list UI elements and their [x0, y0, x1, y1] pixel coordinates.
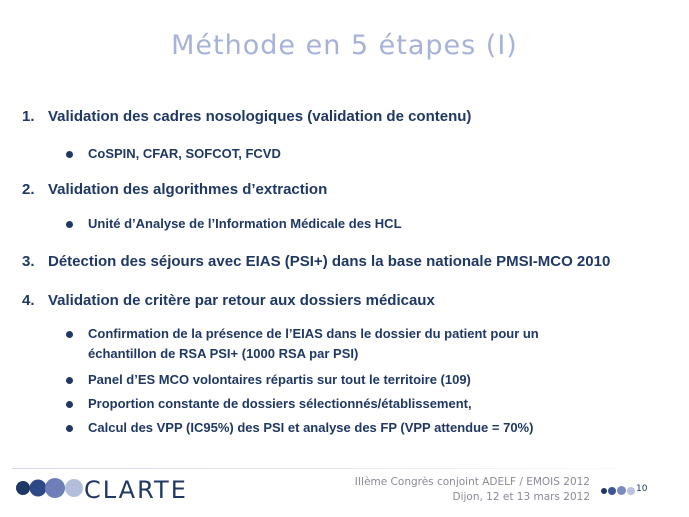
conference-info: [300, 475, 590, 505]
sub-item-text: Panel d’ES MCO volontaires répartis sur tout le territoire (109): [88, 372, 471, 387]
bullet-icon: [66, 401, 73, 408]
sub-item: [66, 144, 656, 164]
item-label: Détection des séjours avec EIAS (PSI+) dans la base nationale PMSI-MCO 2010: [48, 253, 611, 270]
logo-dots-icon: [14, 474, 84, 502]
sub-item: [66, 370, 656, 390]
item-number: 3.: [22, 253, 35, 270]
item-number: 4.: [22, 292, 35, 309]
conference-line-2: Dijon, 12 et 13 mars 2012: [452, 491, 590, 503]
item-label: Validation des algorithmes d’extraction: [48, 181, 328, 198]
item-label: Validation de critère par retour aux dossiers médicaux: [48, 292, 435, 309]
bullet-icon: [66, 331, 73, 338]
list-item-3: [22, 253, 610, 270]
list-item-2: [22, 181, 327, 198]
sub-item: [66, 214, 656, 234]
item-label: Validation des cadres nosologiques (validation de contenu): [48, 108, 472, 125]
sub-item-text: Confirmation de la présence de l’EIAS dans le dossier du patient pour un échantillon de RSA PSI+ (1000 RSA par PSI): [88, 326, 539, 361]
logo-text: CLARTE: [84, 476, 188, 504]
bullet-icon: [66, 377, 73, 384]
sub-item: [66, 324, 606, 364]
list-item-1: [22, 108, 471, 125]
list-item-4: [22, 292, 435, 309]
sub-item: [66, 418, 656, 438]
sub-item: [66, 394, 656, 414]
sub-item-text: Unité d’Analyse de l’Information Médicale des HCL: [88, 216, 402, 231]
page-title: Méthode en 5 étapes (I): [171, 30, 518, 61]
conference-line-1: IIIème Congrès conjoint ADELF / EMOIS 2012: [354, 476, 590, 488]
item-number: 1.: [22, 108, 35, 125]
page-number: 10: [636, 484, 648, 494]
sub-item-text: Proportion constante de dossiers sélectionnés/établissement,: [88, 396, 472, 411]
footer-divider: [12, 468, 677, 469]
sub-item-text: Calcul des VPP (IC95%) des PSI et analyse des FP (VPP attendue = 70%): [88, 420, 534, 435]
item-number: 2.: [22, 181, 35, 198]
sub-item-text: CoSPIN, CFAR, SOFCOT, FCVD: [88, 146, 281, 161]
bullet-icon: [66, 425, 73, 432]
bullet-icon: [66, 151, 73, 158]
bullet-icon: [66, 221, 73, 228]
